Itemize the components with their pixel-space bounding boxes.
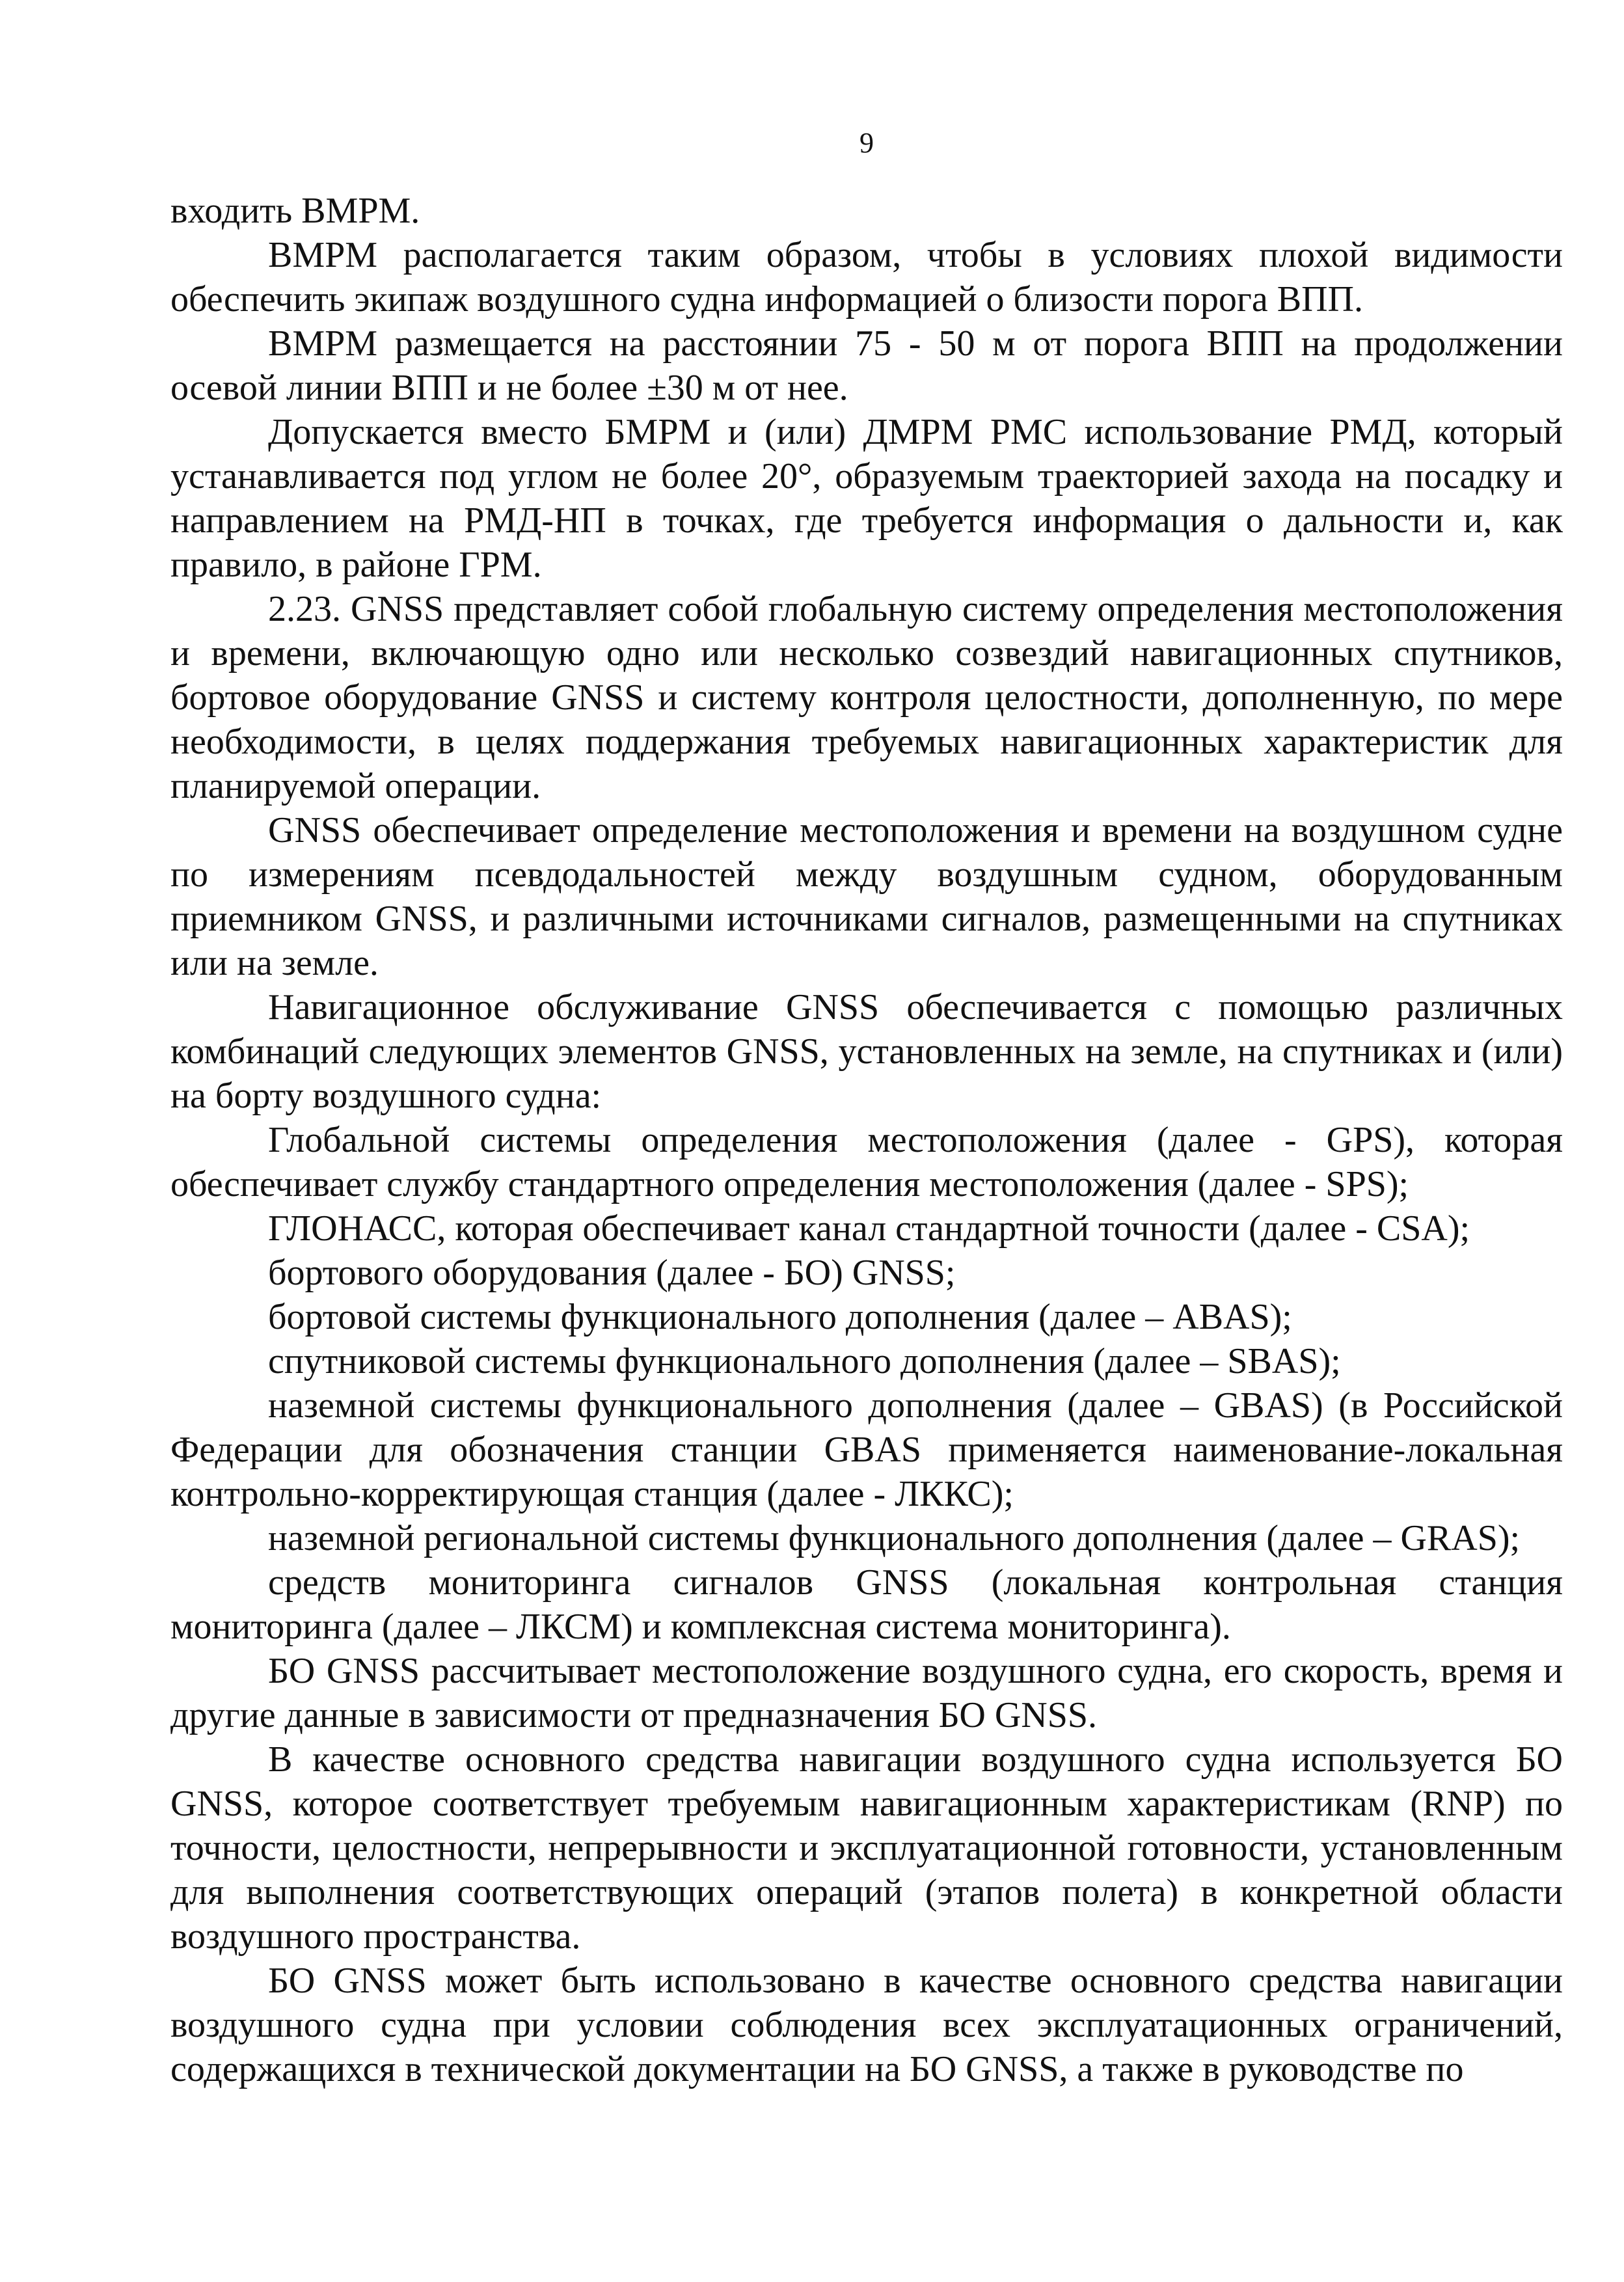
- list-item-bo-gnss: бортового оборудования (далее - БО) GNSS;: [268, 1253, 956, 1293]
- document-page: [170, 124, 1563, 2091]
- page-number: 9: [859, 127, 874, 159]
- list-item-sbas: спутниковой системы функционального дополнения (далее – SBAS);: [268, 1341, 1341, 1381]
- paragraph-6: GNSS обеспечивает определение местоположения и времени на воздушном судне по измерениям псевдодальностей между воздушным судном, оборудованным приемником GNSS, и различными источниками сигналов, размещенными на спутниках или на земле.: [170, 810, 1563, 983]
- paragraph-9: В качестве основного средства навигации воздушного судна используется БО GNSS, которое соответствует требуемым навигационным характеристикам (RNP) по точности, целостности, непрерывности и эксплуатационной готовности, установленным для выполнения соответствующих операций (этапов полета) в конкретной области воздушного пространства.: [170, 1739, 1563, 1957]
- paragraph-4: Допускается вместо БМРМ и (или) ДМРМ РМС использование РМД, который устанавливается под углом не более 20°, образуемым траекторией захода на посадку и направлением на РМД-НП в точках, где требуется информация о дальности и, как правило, в районе ГРМ.: [170, 412, 1563, 585]
- list-item-gras: наземной региональной системы функционального дополнения (далее – GRAS);: [268, 1518, 1521, 1558]
- paragraph-10: БО GNSS может быть использовано в качестве основного средства навигации воздушного судна при условии соблюдения всех эксплуатационных ограничений, содержащихся в технической документации на БО GNSS, а также в руководстве по: [170, 1961, 1563, 2089]
- list-item-gps: Глобальной системы определения местоположения (далее - GPS), которая обеспечивает службу стандартного определения местоположения (далее - SPS);: [170, 1120, 1563, 1204]
- list-item-glonass: ГЛОНАСС, которая обеспечивает канал стандартной точности (далее - CSA);: [268, 1208, 1470, 1249]
- list-item-monitoring: средств мониторинга сигналов GNSS (локальная контрольная станция мониторинга (далее – ЛКСМ) и комплексная система мониторинга).: [170, 1562, 1563, 1647]
- paragraph-5: 2.23. GNSS представляет собой глобальную систему определения местоположения и времени, включающую одно или несколько созвездий навигационных спутников, бортовое оборудование GNSS и систему контроля целостности, дополненную, по мере необходимости, в целях поддержания требуемых навигационных характеристик для планируемой операции.: [170, 589, 1563, 806]
- list-item-gbas: наземной системы функционального дополнения (далее – GBAS) (в Российской Федерации для обозначения станции GBAS применяется наименование-локальная контрольно-корректирующая станция (далее - ЛККС);: [170, 1385, 1563, 1514]
- paragraph-2: ВМРМ располагается таким образом, чтобы в условиях плохой видимости обеспечить экипаж воздушного судна информацией о близости порога ВПП.: [170, 235, 1563, 319]
- paragraph-1: входить ВМРМ.: [170, 191, 420, 231]
- paragraph-7: Навигационное обслуживание GNSS обеспечивается с помощью различных комбинаций следующих элементов GNSS, установленных на земле, на спутниках и (или) на борту воздушного судна:: [170, 987, 1563, 1116]
- paragraph-8: БО GNSS рассчитывает местоположение воздушного судна, его скорость, время и другие данные в зависимости от предназначения БО GNSS.: [170, 1651, 1563, 1735]
- paragraph-3: ВМРМ размещается на расстоянии 75 - 50 м от порога ВПП на продолжении осевой линии ВПП и не более ±30 м от нее.: [170, 323, 1563, 408]
- list-item-abas: бортовой системы функционального дополнения (далее – ABAS);: [268, 1297, 1292, 1337]
